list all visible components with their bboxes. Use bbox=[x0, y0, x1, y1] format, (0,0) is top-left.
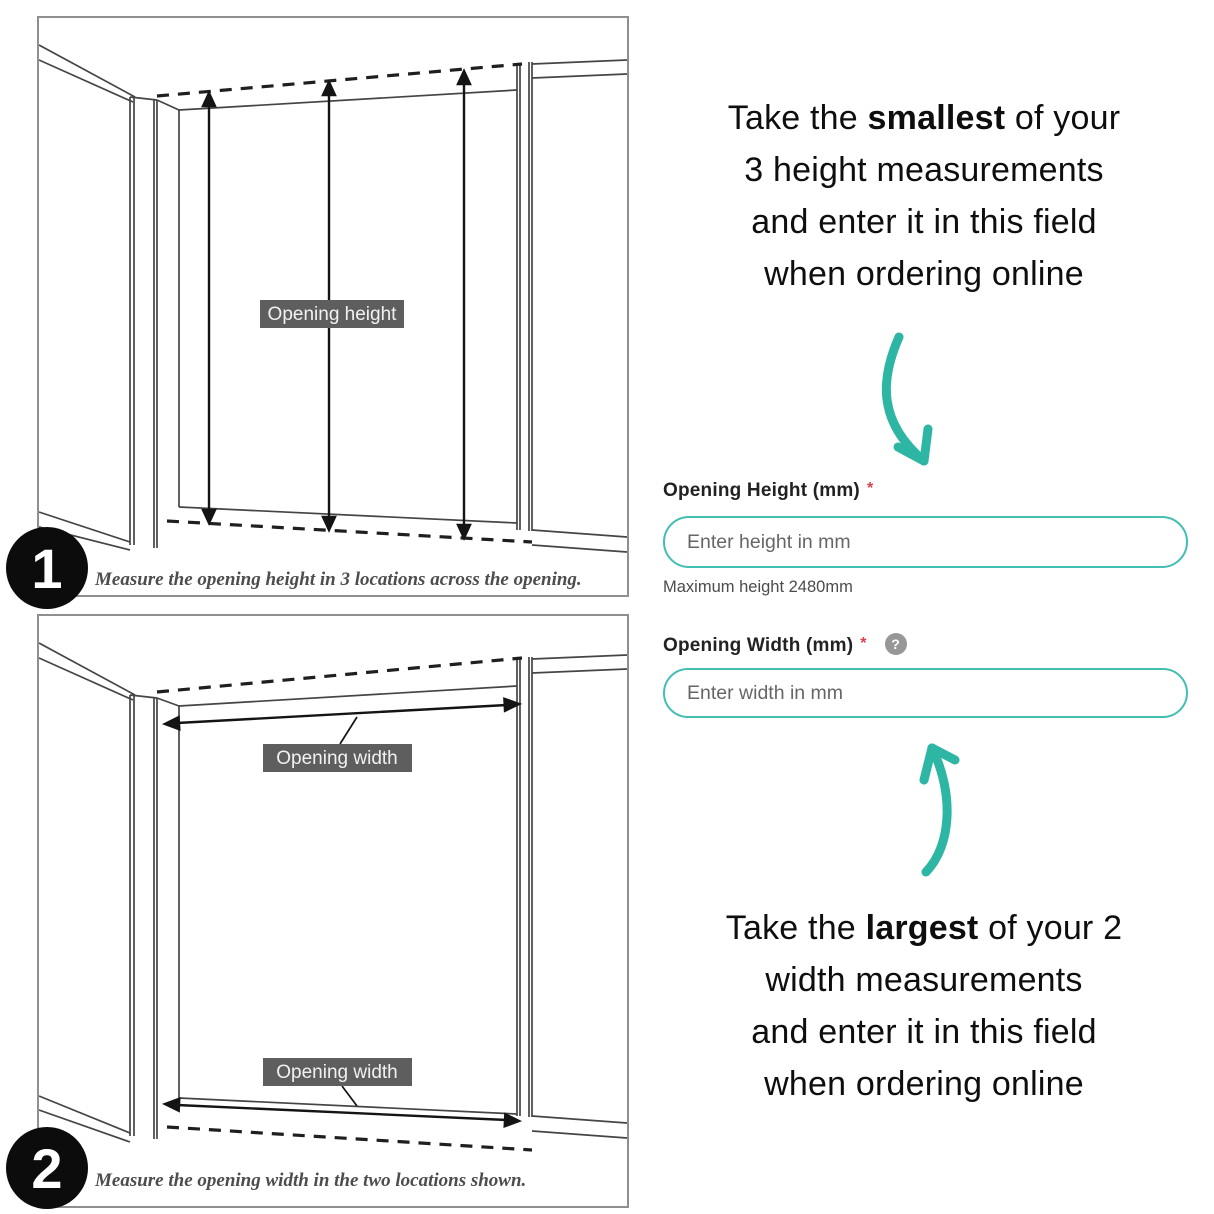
text-segment: Take the bbox=[725, 909, 866, 947]
text-segment: of your bbox=[1005, 99, 1121, 137]
height-measure-figure bbox=[37, 16, 629, 597]
instruction-line: when ordering online bbox=[764, 255, 1084, 293]
opening-height-field-label bbox=[663, 480, 873, 502]
max-height-note: Maximum height 2480mm bbox=[663, 578, 853, 596]
emphasized-word: smallest bbox=[867, 99, 1006, 137]
instruction-line: 3 height measurements bbox=[744, 151, 1104, 189]
instruction-line: when ordering online bbox=[764, 1065, 1084, 1103]
label-text: Opening Width (mm) bbox=[663, 635, 854, 656]
emphasized-word: largest bbox=[865, 909, 979, 947]
instruction-line: and enter it in this field bbox=[751, 1013, 1097, 1051]
required-asterisk: * bbox=[866, 480, 874, 497]
step-1-badge: 1 bbox=[6, 527, 88, 609]
opening-width-chip-top bbox=[263, 744, 412, 772]
help-icon[interactable]: ? bbox=[885, 633, 907, 655]
width-diagram bbox=[39, 616, 627, 1206]
opening-width-chip-bottom bbox=[263, 1058, 412, 1086]
figure2-caption: Measure the opening width in the two locations shown. bbox=[95, 1170, 527, 1191]
curved-arrow-down-icon bbox=[858, 328, 970, 476]
opening-height-chip-text: Opening height bbox=[267, 304, 397, 325]
opening-height-chip bbox=[260, 300, 404, 328]
instruction-line bbox=[650, 92, 1198, 144]
opening-width-field-label bbox=[663, 635, 907, 657]
instruction-line: and enter it in this field bbox=[751, 203, 1097, 241]
width-measure-figure bbox=[37, 614, 629, 1208]
opening-height-input[interactable] bbox=[663, 516, 1188, 568]
instruction-line: width measurements bbox=[765, 961, 1083, 999]
opening-width-input[interactable] bbox=[663, 668, 1188, 718]
text-segment: Take the bbox=[727, 99, 868, 137]
figure1-caption: Measure the opening height in 3 locations across the opening. bbox=[95, 569, 582, 590]
label-text: Opening Height (mm) bbox=[663, 480, 860, 501]
opening-width-chip-top-text: Opening width bbox=[276, 748, 398, 769]
required-asterisk: * bbox=[860, 635, 867, 652]
room-outline bbox=[39, 45, 627, 552]
height-diagram bbox=[39, 18, 627, 595]
text-segment: of your 2 bbox=[978, 909, 1123, 947]
opening-width-chip-bottom-text: Opening width bbox=[276, 1062, 398, 1083]
step-2-badge: 2 bbox=[6, 1127, 88, 1209]
width-arrow-top bbox=[165, 699, 519, 744]
height-instruction-text bbox=[650, 92, 1198, 300]
instruction-line bbox=[650, 902, 1198, 954]
curved-arrow-up-icon bbox=[893, 733, 985, 885]
width-instruction-text bbox=[650, 902, 1198, 1110]
